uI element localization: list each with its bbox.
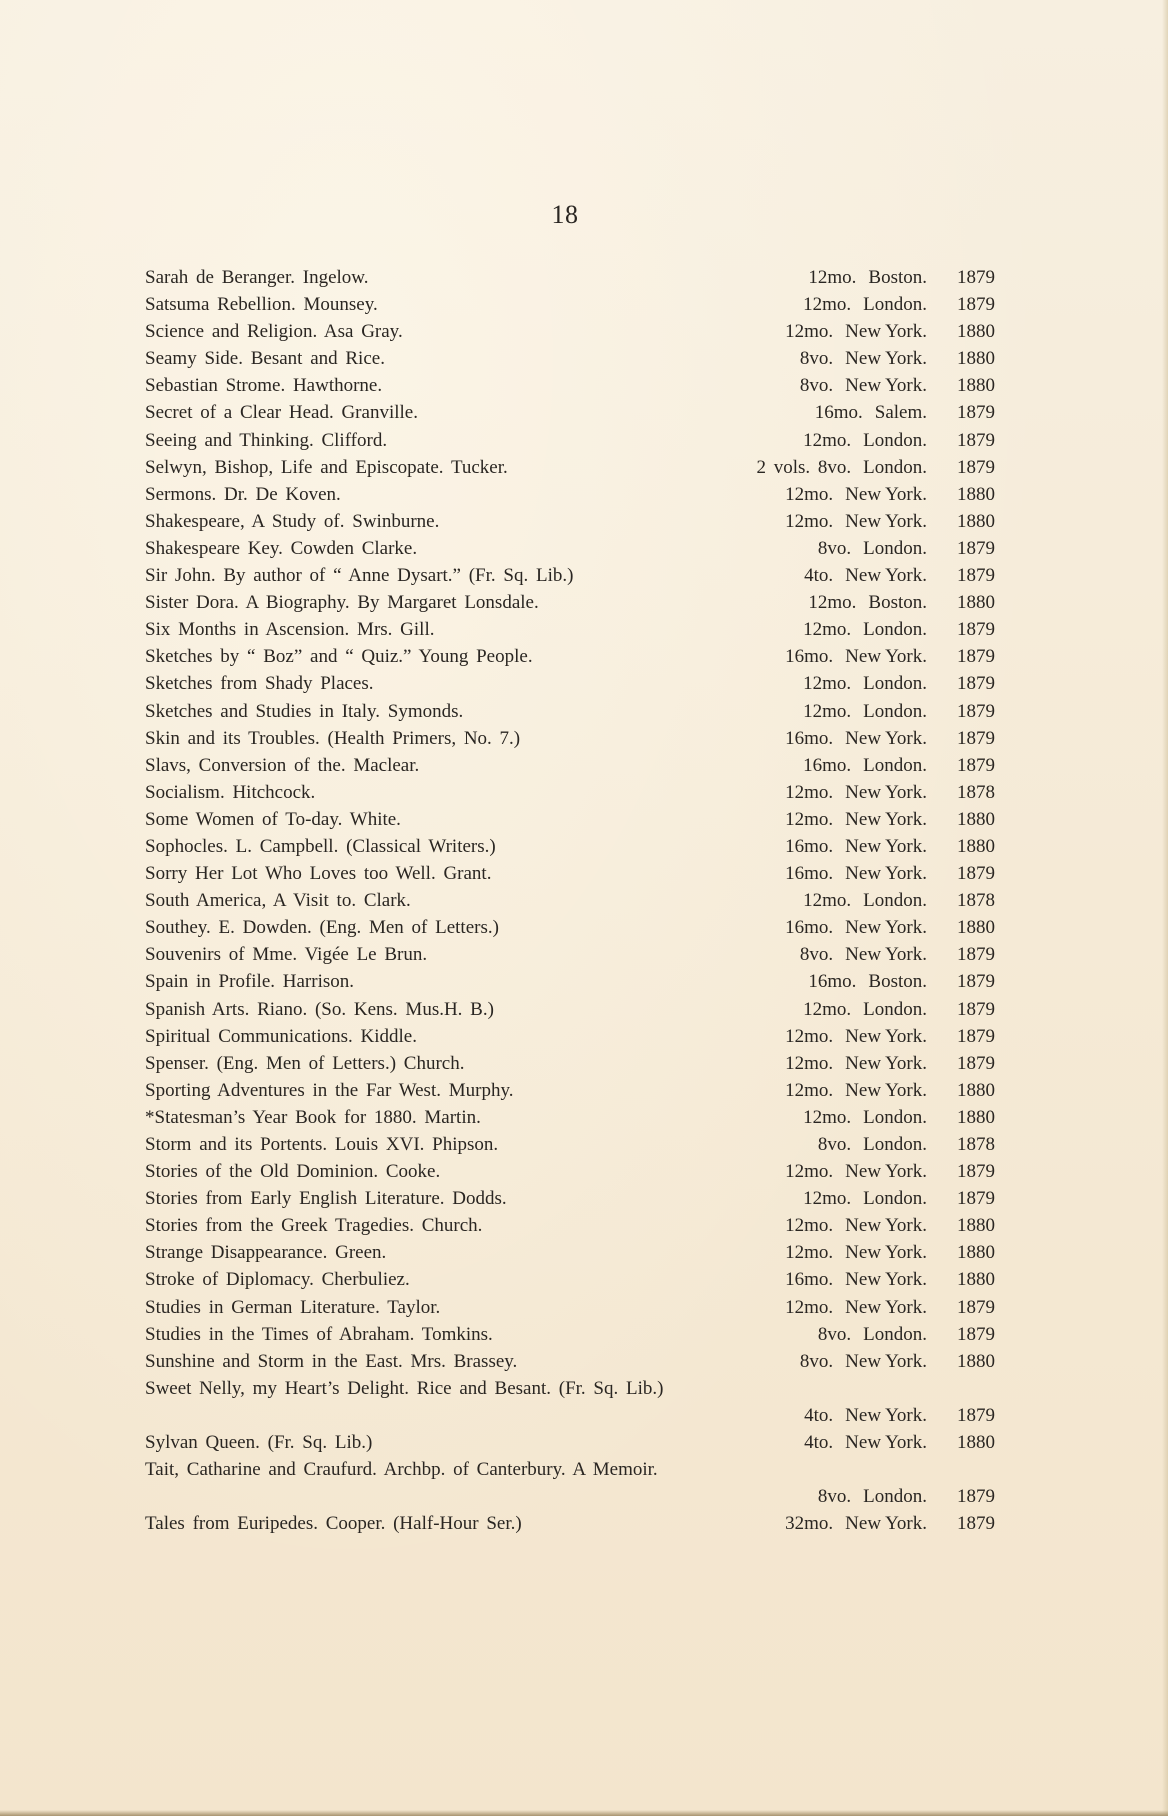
entry-place: New York. [845,1350,927,1372]
catalogue-entry [145,589,995,616]
entry-year: 1879 [957,429,995,451]
catalogue-entry [145,1239,995,1266]
entry-place: New York. [845,1025,927,1047]
entry-format: 8vo. [799,375,834,397]
entry-imprint [803,752,995,779]
entry-place: London. [863,429,927,451]
entry-year: 1880 [957,1106,995,1128]
catalogue-entry [145,1158,995,1185]
entry-imprint [818,1321,995,1348]
entry-format: 4to. [804,1404,834,1426]
catalogue-entry [145,670,995,697]
entry-format: 12mo. [803,619,852,641]
entry-format: 12mo. [785,781,834,803]
catalogue-entry [145,914,995,941]
entry-year: 1878 [957,890,995,912]
entry-imprint [818,1483,995,1510]
entry-title: *Statesman’s Year Book for 1880. Martin. [145,1106,481,1128]
entry-year: 1880 [957,1079,995,1101]
catalogue-entry [145,1483,995,1510]
catalogue-entry [145,833,995,860]
entry-place: London. [863,456,927,478]
catalogue-entry [145,318,995,345]
catalogue-entry [145,1429,995,1456]
entry-place: London. [863,619,927,641]
catalogue-entry [145,752,995,779]
entry-imprint [785,1023,995,1050]
entry-place: London. [863,1134,927,1155]
entry-place: New York. [845,483,927,505]
entry-title: Sebastian Strome. Hawthorne. [145,375,383,397]
entry-format: 12mo. [785,1296,834,1318]
entry-year: 1879 [957,673,995,695]
page-number: 18 [551,200,579,229]
entry-year: 1880 [957,1432,995,1454]
entry-year: 1879 [957,998,995,1020]
entry-place: New York. [845,565,927,587]
entry-format: 12mo. [803,294,852,316]
entry-imprint [803,1104,995,1131]
catalogue-entry [145,1104,995,1131]
entry-year: 1880 [957,835,995,857]
entry-title: Sir John. By author of “ Anne Dysart.” (Fr. Sq. Lib.) [145,565,574,587]
entry-place: New York. [845,1161,927,1183]
entry-imprint [785,508,995,535]
entry-place: New York. [845,1432,927,1454]
entry-title: Stories of the Old Dominion. Cooke. [145,1161,441,1183]
entry-year: 1878 [957,1134,995,1155]
entry-place: New York. [845,1215,927,1237]
entry-place: London. [863,998,927,1020]
entry-place: New York. [845,944,927,966]
entry-imprint [808,589,995,616]
entry-title: Selwyn, Bishop, Life and Episcopate. Tucker. [145,456,508,478]
catalogue-entry [145,264,995,291]
entry-imprint [815,399,995,426]
page-edge [1162,0,1168,1816]
entry-format: 16mo. [785,1269,834,1291]
entry-format: 8vo. [799,1350,834,1372]
catalogue-entry [145,1212,995,1239]
entry-year: 1879 [957,863,995,885]
entry-place: New York. [845,863,927,885]
entry-place: New York. [845,348,927,370]
entry-title: Science and Religion. Asa Gray. [145,321,403,343]
catalogue-entry [145,1348,995,1375]
entry-imprint [785,833,995,860]
entry-place: Boston. [868,267,927,288]
entry-format: 12mo. [808,592,857,614]
entry-year: 1879 [957,700,995,722]
entry-format: 16mo. [808,971,857,993]
entry-title: Shakespeare, A Study of. Swinburne. [145,510,440,532]
entry-title: Six Months in Ascension. Mrs. Gill. [145,619,435,641]
entry-place: Salem. [874,402,927,424]
entry-place: New York. [845,1079,927,1101]
entry-place: New York. [845,1242,927,1264]
entry-format: 12mo. [785,1052,834,1074]
entry-imprint [785,914,995,941]
entry-imprint [785,1294,995,1321]
entry-place: London. [863,673,927,695]
entry-imprint [803,291,995,318]
entry-format: 12mo. [785,1215,834,1237]
entry-format: 8vo. [799,944,834,966]
entry-format: 12mo. [803,998,852,1020]
entry-place: London. [863,537,927,559]
catalogue-entry [145,941,995,968]
entry-imprint [804,1402,995,1429]
entry-format: 12mo. [803,700,852,722]
entry-title: Sketches by “ Boz” and “ Quiz.” Young People. [145,646,533,668]
catalogue-entry [145,968,995,995]
catalogue-entry [145,860,995,887]
entry-format: 12mo. [785,1079,834,1101]
catalogue-entry [145,535,995,562]
entry-place: New York. [845,1296,927,1318]
entry-year: 1879 [957,1161,995,1183]
catalogue-entry [145,806,995,833]
catalogue-entries [145,264,995,1537]
entry-imprint [785,1077,995,1104]
entry-year: 1880 [957,348,995,370]
entry-format: 12mo. [803,673,852,695]
entry-title: Secret of a Clear Head. Granville. [145,402,418,424]
entry-format: 12mo. [785,1025,834,1047]
entry-title: Sylvan Queen. (Fr. Sq. Lib.) [145,1432,373,1454]
entry-year: 1879 [957,294,995,316]
entry-place: New York. [845,1269,927,1291]
entry-title: Satsuma Rebellion. Mounsey. [145,294,378,316]
catalogue-entry [145,1321,995,1348]
entry-imprint [785,1239,995,1266]
entry-place: New York. [845,321,927,343]
catalogue-entry [145,562,995,589]
entry-format: 8vo. [817,1134,852,1155]
entry-title: Sermons. Dr. De Koven. [145,483,341,505]
entry-title: Shakespeare Key. Cowden Clarke. [145,537,418,559]
entry-year: 1879 [957,754,995,776]
entry-title: Seeing and Thinking. Clifford. [145,429,388,451]
entry-title: Storm and its Portents. Louis XVI. Phipson. [145,1134,499,1155]
entry-format: 16mo. [785,646,834,668]
entry-imprint [756,454,995,481]
catalogue-entry [145,399,995,426]
entry-year: 1880 [957,321,995,343]
entry-place: New York. [845,727,927,749]
entry-format: 2 vols. 8vo. [756,456,852,478]
entry-title: Spain in Profile. Harrison. [145,971,355,993]
entry-year: 1879 [957,1188,995,1210]
entry-title: Tait, Catharine and Craufurd. Archbp. of Canterbury. A Memoir. [145,1459,658,1481]
entry-title: Some Women of To-day. White. [145,808,401,830]
entry-imprint [803,670,995,697]
entry-title: Slavs, Conversion of the. Maclear. [145,754,420,776]
entry-format: 16mo. [785,835,834,857]
entry-imprint [818,1131,995,1158]
entry-format: 16mo. [803,754,852,776]
entry-format: 12mo. [803,429,852,451]
entry-title: Sunshine and Storm in the East. Mrs. Brassey. [145,1350,518,1372]
entry-imprint [785,1266,995,1293]
catalogue-entry [145,643,995,670]
catalogue-entry [145,1294,995,1321]
entry-year: 1879 [957,456,995,478]
entry-format: 12mo. [785,510,834,532]
entry-format: 12mo. [785,483,834,505]
entry-title: Stories from Early English Literature. Dodds. [145,1188,507,1210]
entry-imprint [785,1158,995,1185]
entry-year: 1880 [957,592,995,614]
entry-place: Boston. [868,971,927,993]
entry-format: 16mo. [814,402,863,424]
entry-imprint [803,1185,995,1212]
entry-year: 1879 [957,1404,995,1426]
entry-year: 1879 [957,565,995,587]
entry-imprint [804,1429,995,1456]
catalogue-entry [145,372,995,399]
entry-title: Stroke of Diplomacy. Cherbuliez. [145,1269,410,1291]
entry-title: Studies in the Times of Abraham. Tomkins. [145,1323,493,1345]
entry-place: London. [863,1188,927,1210]
entry-title: Spiritual Communications. Kiddle. [145,1025,417,1047]
entry-imprint [785,860,995,887]
entry-format: 8vo. [817,1486,852,1508]
entry-place: New York. [845,1513,927,1535]
entry-year: 1880 [957,483,995,505]
entry-year: 1880 [957,1242,995,1264]
entry-year: 1879 [957,537,995,559]
entry-format: 12mo. [803,890,852,912]
catalogue-entry [145,345,995,372]
entry-format: 16mo. [785,727,834,749]
catalogue-entry [145,1050,995,1077]
entry-title: Sweet Nelly, my Heart’s Delight. Rice and Besant. (Fr. Sq. Lib.) [145,1377,664,1399]
entry-title: Souvenirs of Mme. Vigée Le Brun. [145,944,428,966]
entry-year: 1880 [957,1215,995,1237]
entry-format: 4to. [804,1432,834,1454]
catalogue-entry [145,779,995,806]
entry-imprint [785,1050,995,1077]
catalogue-entry [145,1185,995,1212]
entry-year: 1880 [957,917,995,939]
entry-format: 4to. [804,565,834,587]
entry-format: 8vo. [799,348,834,370]
entry-title: Sketches and Studies in Italy. Symonds. [145,700,464,722]
entry-title: Studies in German Literature. Taylor. [145,1296,441,1318]
entry-title: Spanish Arts. Riano. (So. Kens. Mus.H. B.) [145,998,494,1020]
entry-place: New York. [845,1404,927,1426]
entry-imprint [803,616,995,643]
entry-format: 12mo. [785,1161,834,1183]
catalogue-entry [145,725,995,752]
entry-year: 1879 [957,646,995,668]
entry-year: 1880 [957,808,995,830]
entry-year: 1880 [957,510,995,532]
entry-title: Southey. E. Dowden. (Eng. Men of Letters.) [145,917,499,939]
catalogue-entry [145,508,995,535]
entry-title: South America, A Visit to. Clark. [145,890,411,912]
catalogue-entry [145,1131,995,1158]
entry-imprint [800,345,995,372]
entry-imprint [803,427,995,454]
catalogue-entry [145,1402,995,1429]
catalogue-entry [145,481,995,508]
entry-year: 1879 [957,1486,995,1508]
entry-year: 1879 [957,1025,995,1047]
entry-imprint [808,968,995,995]
entry-imprint [803,887,995,914]
entry-year: 1879 [957,1513,995,1535]
entry-format: 8vo. [817,1323,852,1345]
entry-place: New York. [845,1052,927,1074]
entry-format: 12mo. [803,1188,852,1210]
entry-place: Boston. [868,592,927,614]
catalogue-entry [145,427,995,454]
entry-place: New York. [845,808,927,830]
entry-format: 16mo. [785,917,834,939]
entry-year: 1879 [957,1296,995,1318]
entry-imprint [785,481,995,508]
catalogue-entry [145,1456,995,1483]
entry-place: New York. [845,835,927,857]
entry-title: Skin and its Troubles. (Health Primers, No. 7.) [145,727,521,749]
entry-format: 8vo. [817,537,852,559]
entry-imprint [808,264,995,291]
entry-format: 12mo. [808,267,857,288]
entry-place: New York. [845,917,927,939]
entry-imprint [785,1212,995,1239]
entry-title: Sister Dora. A Biography. By Margaret Lonsdale. [145,592,539,614]
entry-place: London. [863,1323,927,1345]
entry-title: Spenser. (Eng. Men of Letters.) Church. [145,1052,465,1074]
entry-imprint [800,1348,995,1375]
entry-year: 1879 [957,944,995,966]
entry-title: Tales from Euripedes. Cooper. (Half-Hour Ser.) [145,1513,522,1535]
entry-format: 16mo. [785,863,834,885]
entry-year: 1879 [957,402,995,424]
entry-imprint [785,1510,995,1537]
entry-year: 1879 [957,727,995,749]
entry-imprint [803,698,995,725]
entry-place: New York. [845,510,927,532]
entry-title: Sporting Adventures in the Far West. Murphy. [145,1079,514,1101]
entry-imprint [800,941,995,968]
entry-format: 32mo. [785,1513,834,1535]
entry-title: Sarah de Beranger. Ingelow. [145,267,369,288]
catalogue-entry [145,698,995,725]
entry-format: 12mo. [785,1242,834,1264]
entry-title: Stories from the Greek Tragedies. Church. [145,1215,483,1237]
entry-imprint [785,806,995,833]
catalogue-entry [145,454,995,481]
entry-place: New York. [845,646,927,668]
entry-place: London. [863,890,927,912]
entry-title: Sophocles. L. Campbell. (Classical Writers.) [145,835,496,857]
entry-place: London. [863,1106,927,1128]
entry-year: 1879 [957,267,995,288]
catalogue-entry [145,887,995,914]
entry-imprint [785,643,995,670]
entry-year: 1879 [957,1052,995,1074]
entry-imprint [803,996,995,1023]
entry-year: 1880 [957,1350,995,1372]
entry-place: London. [863,700,927,722]
entry-imprint [785,779,995,806]
catalogue-entry [145,1266,995,1293]
catalogue-entry [145,996,995,1023]
entry-format: 12mo. [785,808,834,830]
entry-place: London. [863,294,927,316]
entry-title: Sorry Her Lot Who Loves too Well. Grant. [145,863,492,885]
entry-year: 1878 [957,781,995,803]
entry-title: Seamy Side. Besant and Rice. [145,348,385,370]
entry-imprint [800,372,995,399]
entry-imprint [785,725,995,752]
entry-place: London. [863,754,927,776]
entry-title: Socialism. Hitchcock. [145,781,316,803]
catalogue-entry [145,1077,995,1104]
entry-title: Sketches from Shady Places. [145,673,374,695]
entry-year: 1879 [957,971,995,993]
catalogue-entry [145,616,995,643]
entry-year: 1879 [957,1323,995,1345]
entry-place: New York. [845,375,927,397]
entry-imprint [804,562,995,589]
entry-place: New York. [845,781,927,803]
entry-year: 1880 [957,1269,995,1291]
catalogue-entry [145,1510,995,1537]
entry-format: 12mo. [803,1106,852,1128]
entry-imprint [818,535,995,562]
catalogue-entry [145,291,995,318]
entry-place: London. [863,1486,927,1508]
entry-format: 12mo. [785,321,834,343]
entry-year: 1880 [957,375,995,397]
entry-title: Strange Disappearance. Green. [145,1242,387,1264]
entry-year: 1879 [957,619,995,641]
catalogue-entry [145,1375,995,1402]
catalogue-entry [145,1023,995,1050]
entry-imprint [785,318,995,345]
